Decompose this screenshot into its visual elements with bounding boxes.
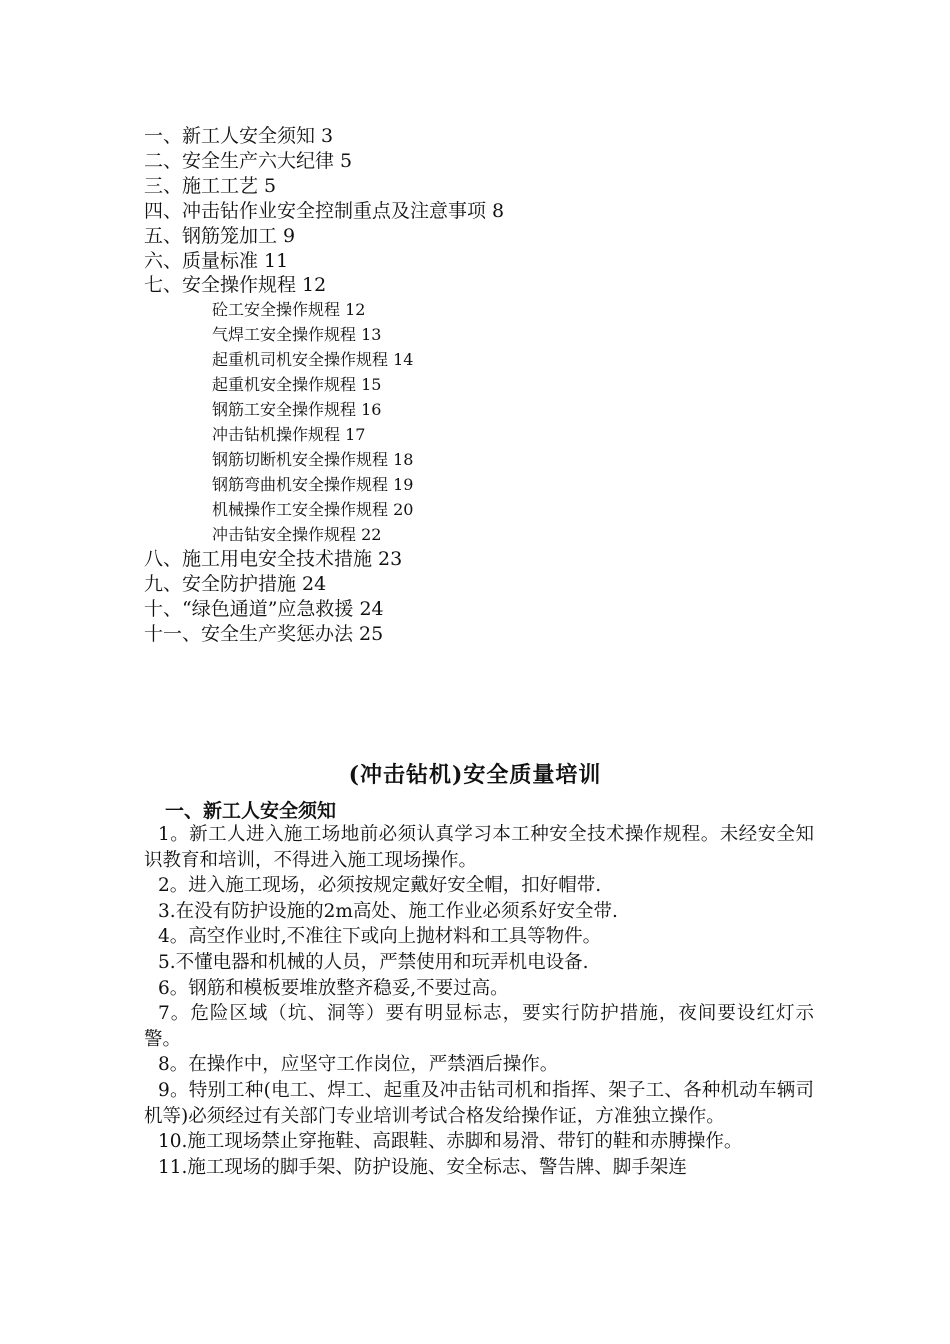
section-heading: 一、新工人安全须知 [165, 800, 337, 822]
toc-item[interactable]: 七、安全操作规程 12 [144, 274, 327, 297]
paragraph: 8。在操作中，应坚守工作岗位，严禁酒后操作。 [158, 1054, 559, 1076]
toc-item[interactable]: 六、质量标准 11 [144, 249, 289, 272]
paragraph: 9。特别工种(电工、焊工、起重及冲击钻司机和指挥、架子工、各种机动车辆司机等)必须经过有关部门专业培训考试合格发给操作证，方准独立操作。 [144, 1079, 814, 1127]
toc-subitem[interactable]: 起重机司机安全操作规程 14 [212, 350, 414, 370]
document-body [144, 822, 814, 1180]
paragraph: 11.施工现场的脚手架、防护设施、安全标志、警告牌、脚手架连 [158, 1156, 687, 1178]
toc-subitem[interactable]: 冲击钻安全操作规程 22 [212, 524, 382, 544]
toc-item[interactable]: 二、安全生产六大纪律 5 [144, 149, 353, 172]
toc-item[interactable]: 四、冲击钻作业安全控制重点及注意事项 8 [144, 199, 505, 222]
paragraph: 5.不懂电器和机械的人员，严禁使用和玩弄机电设备. [158, 951, 589, 973]
toc-subitem[interactable]: 机械操作工安全操作规程 20 [212, 499, 414, 519]
toc-subitem[interactable]: 砼工安全操作规程 12 [212, 300, 366, 320]
toc-item[interactable]: 五、钢筋笼加工 9 [144, 224, 296, 247]
toc-item[interactable]: 十、“绿色通道”应急救援 24 [144, 598, 384, 621]
toc-subitem[interactable]: 冲击钻机操作规程 17 [212, 424, 366, 444]
toc-subitem[interactable]: 钢筋弯曲机安全操作规程 19 [212, 474, 414, 494]
paragraph: 7。危险区域（坑、洞等）要有明显标志，要实行防护措施，夜间要设红灯示警。 [144, 1003, 814, 1050]
paragraph: 3.在没有防护设施的2m高处、施工作业必须系好安全带. [158, 900, 618, 922]
paragraph: 6。钢筋和模板要堆放整齐稳妥,不要过高。 [158, 977, 509, 999]
toc-subitem[interactable]: 起重机安全操作规程 15 [212, 375, 382, 395]
toc-item[interactable]: 八、施工用电安全技术措施 23 [144, 548, 403, 571]
toc-item[interactable]: 一、新工人安全须知 3 [144, 125, 334, 147]
toc-subitem[interactable]: 钢筋工安全操作规程 16 [212, 399, 382, 419]
paragraph: 1。新工人进入施工场地前必须认真学习本工种安全技术操作规程。未经安全知识教育和培训，不得进入施工现场操作。 [144, 824, 814, 871]
toc-subitem[interactable]: 钢筋切断机安全操作规程 18 [212, 449, 414, 469]
table-of-contents [144, 124, 504, 647]
toc-subitem[interactable]: 气焊工安全操作规程 13 [212, 325, 382, 345]
paragraph: 4。高空作业时,不准往下或向上抛材料和工具等物件。 [158, 926, 602, 948]
paragraph: 10.施工现场禁止穿拖鞋、高跟鞋、赤脚和易滑、带钉的鞋和赤膊操作。 [158, 1131, 743, 1153]
paragraph: 2。进入施工现场，必须按规定戴好安全帽，扣好帽带. [158, 875, 602, 897]
toc-item[interactable]: 十一、安全生产奖惩办法 25 [144, 623, 384, 646]
toc-item[interactable]: 三、施工工艺 5 [144, 174, 277, 197]
document-title: (冲击钻机)安全质量培训 [348, 762, 602, 788]
toc-item[interactable]: 九、安全防护措施 24 [144, 573, 327, 596]
